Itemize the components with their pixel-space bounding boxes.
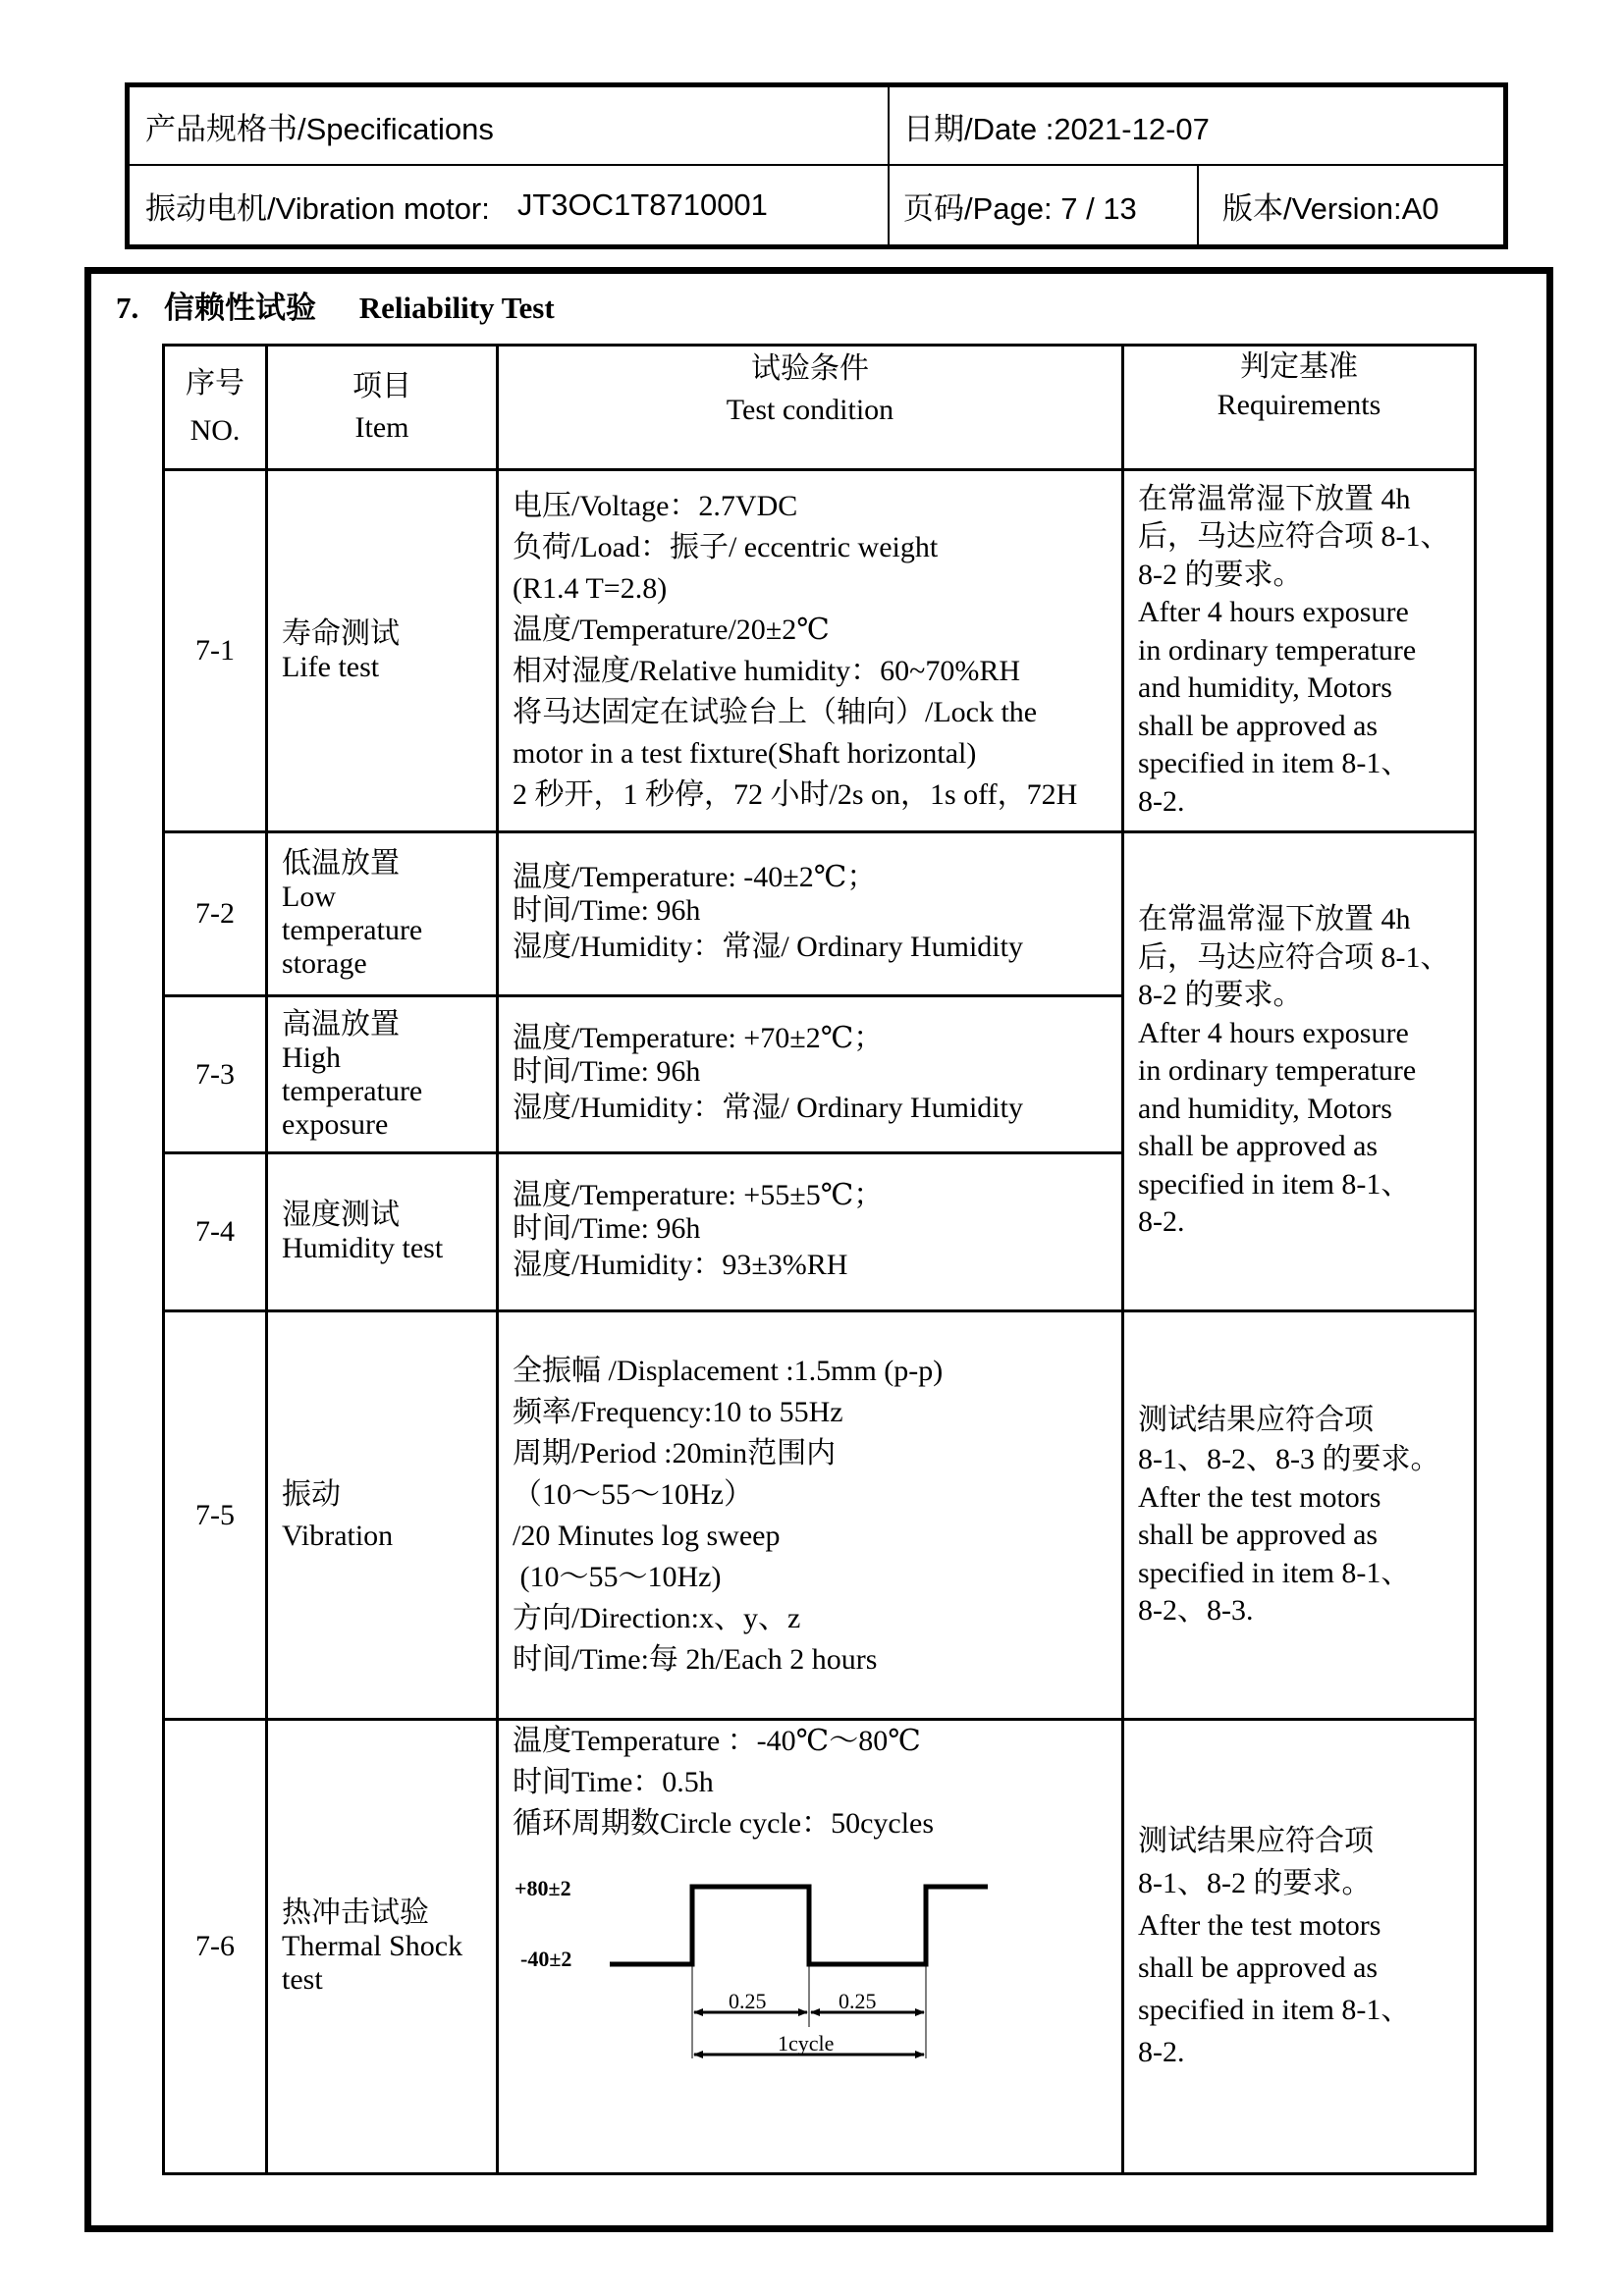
condition-line: 时间/Time:每 2h/Each 2 hours (513, 1642, 878, 1676)
row-condition (498, 832, 1123, 996)
condition-line: 2 秒开，1 秒停，72 小时/2s on，1s off，72H (513, 778, 1078, 811)
document-date: 日期/Date :2021-12-07 (903, 111, 1210, 146)
condition-line: 相对湿度/Relative humidity：60~70%RH (513, 655, 1021, 687)
condition-line: 方向/Direction:x、y、z (513, 1601, 801, 1634)
condition-line: 湿度/Humidity：常湿/ Ordinary Humidity (513, 1091, 1023, 1124)
page-number: 页码/Page: 7 / 13 (903, 190, 1137, 226)
table-row (164, 832, 1476, 996)
condition-line: 循环周期数Circle cycle：50cycles (513, 1807, 935, 1840)
thermal-shock-waveform (513, 1862, 1023, 2058)
reliability-test-table (162, 344, 1477, 2175)
column-header-en: Test condition (726, 394, 894, 426)
item-line: test (282, 1963, 323, 1996)
requirement-line: 8-2. (1138, 2036, 1185, 2068)
requirement-line: shall be approved as (1138, 1519, 1379, 1551)
column-header-requirements (1123, 346, 1476, 470)
condition-line: motor in a test fixture(Shaft horizontal) (513, 737, 977, 770)
condition-line: 温度/Temperature/20±2℃ (513, 614, 830, 646)
table-row (164, 470, 1476, 832)
condition-line: 负荷/Load：振子/ eccentric weight (513, 531, 939, 563)
condition-line: 时间/Time: 96h (513, 1212, 701, 1245)
column-header-cn: 判定基准 (1240, 350, 1358, 383)
column-header-en: Requirements (1217, 388, 1381, 421)
section-heading (116, 283, 555, 327)
condition-line: /20 Minutes log sweep (513, 1519, 781, 1552)
thermal-shock-diagram (513, 1862, 1121, 2068)
requirement-line: specified in item 8-1、 (1138, 1167, 1411, 1201)
row-condition (498, 1720, 1123, 2174)
document-version: 版本/Version:A0 (1222, 190, 1439, 226)
condition-line: 温度/Temperature: +55±5℃； (513, 1179, 884, 1211)
condition-line: 时间Time：0.5h (513, 1766, 714, 1798)
column-header-condition (498, 346, 1123, 470)
row-requirements (1123, 832, 1476, 1311)
row-condition (498, 1311, 1123, 1720)
item-line: 寿命测试 (282, 617, 400, 650)
item-line: Humidity test (282, 1232, 444, 1264)
row-requirements (1123, 1720, 1476, 2174)
condition-line: 时间/Time: 96h (513, 1054, 701, 1088)
column-header-no (164, 346, 267, 470)
row-requirements (1123, 470, 1476, 832)
column-header-cn: 序号 (186, 367, 244, 400)
requirement-line: in ordinary temperature (1138, 633, 1417, 667)
item-line: temperature (282, 914, 423, 946)
requirement-line: After the test motors (1138, 1480, 1381, 1514)
requirement-line: 在常温常湿下放置 4h (1138, 482, 1411, 515)
row-requirements (1123, 1311, 1476, 1720)
item-line: Life test (282, 651, 380, 683)
requirement-line: specified in item 8-1、 (1138, 1994, 1411, 2026)
column-header-en: NO. (189, 414, 241, 447)
product-code: JT3OC1T8710001 (516, 187, 768, 222)
condition-line: 温度/Temperature: +70±2℃； (513, 1021, 884, 1054)
table-header-row (164, 346, 1476, 470)
section-number: 7. (116, 291, 139, 325)
row-number: 7-5 (164, 1311, 267, 1720)
requirement-line: 8-2、8-3. (1138, 1594, 1254, 1627)
requirement-line: After 4 hours exposure (1138, 596, 1409, 629)
condition-line: （10～55～10Hz） (513, 1477, 753, 1511)
row-number: 7-4 (164, 1153, 267, 1311)
row-item (267, 996, 498, 1153)
product-line (130, 166, 888, 244)
item-line: storage (282, 947, 367, 980)
requirement-line: and humidity, Motors (1138, 1092, 1392, 1125)
row-condition (498, 470, 1123, 832)
row-item (267, 1153, 498, 1311)
requirement-line: After 4 hours exposure (1138, 1016, 1409, 1049)
item-line: 高温放置 (282, 1007, 400, 1041)
product-label: 振动电机/Vibration motor: (145, 190, 490, 226)
column-header-en: Item (354, 411, 409, 444)
item-line: Low (282, 881, 336, 913)
requirement-line: 8-2. (1138, 1205, 1185, 1239)
item-line: 湿度测试 (282, 1199, 400, 1231)
row-condition (498, 996, 1123, 1153)
row-condition (498, 1153, 1123, 1311)
row-item (267, 470, 498, 832)
requirement-line: shall be approved as (1138, 1951, 1379, 1984)
row-item (267, 832, 498, 996)
condition-line: 周期/Period :20min范围内 (513, 1436, 837, 1469)
item-line: Vibration (282, 1519, 394, 1552)
requirement-line: in ordinary temperature (1138, 1054, 1417, 1088)
row-number: 7-2 (164, 832, 267, 996)
item-line: temperature (282, 1074, 423, 1107)
condition-line: 全振幅 /Displacement :1.5mm (p-p) (513, 1354, 944, 1387)
condition-line: 湿度/Humidity：常湿/ Ordinary Humidity (513, 931, 1023, 963)
row-number: 7-3 (164, 996, 267, 1153)
cycle-label: 1cycle (778, 2031, 835, 2056)
condition-line: 温度Temperature ：-40℃～80℃ (513, 1725, 921, 1757)
requirement-line: shall be approved as (1138, 1130, 1379, 1163)
requirement-line: 测试结果应符合项 (1138, 1825, 1374, 1857)
condition-line: 电压/Voltage：2.7VDC (513, 490, 798, 522)
requirement-line: shall be approved as (1138, 709, 1379, 742)
row-item (267, 1720, 498, 2174)
condition-line: 温度/Temperature: -40±2℃； (513, 861, 877, 893)
item-line: Thermal Shock (282, 1930, 463, 1962)
spec-title: 产品规格书/Specifications (145, 111, 494, 146)
section-title-en: Reliability Test (358, 291, 555, 325)
requirement-line: 8-1、8-2、8-3 的要求。 (1138, 1442, 1440, 1475)
condition-line: (R1.4 T=2.8) (513, 572, 668, 605)
item-line: 热冲击试验 (282, 1896, 429, 1929)
document-header (125, 82, 1508, 249)
segment-label: 0.25 (839, 1989, 877, 2013)
requirement-line: After the test motors (1138, 1909, 1381, 1942)
requirement-line: 后，马达应符合项 8-1、 (1138, 940, 1450, 974)
column-header-item (267, 346, 498, 470)
column-header-cn: 项目 (352, 370, 411, 402)
condition-line: (10～55～10Hz) (513, 1560, 722, 1593)
low-temp-label: -40±2 (520, 1947, 572, 1971)
high-temp-label: +80±2 (514, 1876, 571, 1900)
requirement-line: 8-2. (1138, 784, 1185, 818)
requirement-line: specified in item 8-1、 (1138, 747, 1411, 780)
row-number: 7-1 (164, 470, 267, 832)
requirement-line: 8-2 的要求。 (1138, 979, 1303, 1012)
row-item (267, 1311, 498, 1720)
item-line: exposure (282, 1107, 389, 1141)
requirement-line: 后，马达应符合项 8-1、 (1138, 520, 1450, 554)
requirement-line: and humidity, Motors (1138, 671, 1392, 705)
table-row (164, 1311, 1476, 1720)
waveform-line (610, 1887, 988, 1964)
requirement-line: 8-1、8-2 的要求。 (1138, 1867, 1372, 1899)
table-row (164, 1720, 1476, 2174)
segment-label: 0.25 (729, 1989, 767, 2013)
section-title-cn: 信赖性试验 (164, 291, 316, 325)
item-line: High (282, 1041, 341, 1074)
condition-line: 湿度/Humidity：93±3%RH (513, 1249, 848, 1281)
condition-line: 频率/Frequency:10 to 55Hz (513, 1395, 843, 1428)
item-line: 低温放置 (282, 847, 400, 880)
row-number: 7-6 (164, 1720, 267, 2174)
condition-line: 时间/Time: 96h (513, 894, 701, 927)
requirement-line: 8-2 的要求。 (1138, 558, 1303, 591)
item-line: 振动 (282, 1477, 341, 1511)
column-header-cn: 试验条件 (751, 352, 869, 385)
requirement-line: 测试结果应符合项 (1138, 1403, 1374, 1436)
requirement-line: 在常温常湿下放置 4h (1138, 903, 1411, 936)
condition-line: 将马达固定在试验台上（轴向）/Lock the (513, 696, 1038, 728)
requirement-line: specified in item 8-1、 (1138, 1556, 1411, 1589)
